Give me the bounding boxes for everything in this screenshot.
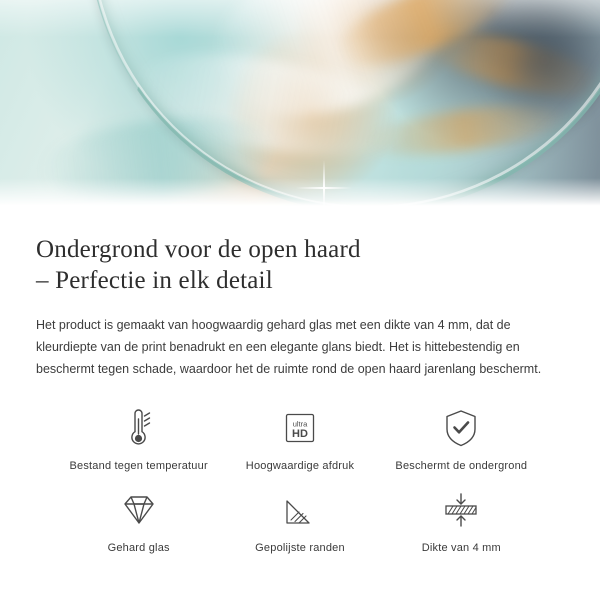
svg-text:ultra: ultra	[292, 419, 308, 429]
svg-text:HD: HD	[292, 428, 308, 440]
image-bottom-fade	[0, 178, 600, 208]
thermometer-icon	[122, 406, 156, 450]
shield-check-icon	[442, 406, 480, 450]
feature-item	[381, 406, 542, 472]
feature-item	[219, 406, 380, 472]
feature-list	[36, 406, 564, 554]
feature-label: Gehard glas	[107, 542, 170, 554]
polished-edges-icon	[280, 488, 320, 532]
description-content	[0, 208, 600, 554]
feature-item	[381, 488, 542, 554]
feature-label: Beschermt de ondergrond	[395, 460, 528, 472]
feature-label: Bestand tegen temperatuur	[69, 460, 208, 472]
page-title	[36, 234, 564, 296]
feature-item	[219, 488, 380, 554]
thickness-arrows-icon	[439, 488, 483, 532]
feature-item	[58, 488, 219, 554]
description-paragraph: Het product is gemaakt van hoogwaardig gehard glas met een dikte van 4 mm, dat de kleurdiepte van de print benadrukt en een elegante glans biedt. Het is hittebestendig en beschermt tegen schade, waardoor het de ruimte rond de open haard jarenlang beschermt.	[36, 318, 542, 376]
diamond-icon	[118, 488, 160, 532]
feature-label: Dikte van 4 mm	[421, 542, 501, 554]
headline-line-1: Ondergrond voor de open haard	[36, 236, 361, 263]
feature-label: Hoogwaardige afdruk	[245, 460, 355, 472]
hero-product-image	[0, 0, 600, 208]
feature-label: Gepolijste randen	[255, 542, 345, 554]
headline-line-2: – Perfectie in elk detail	[36, 267, 273, 294]
feature-item	[58, 406, 219, 472]
ultra-hd-icon	[280, 406, 320, 450]
